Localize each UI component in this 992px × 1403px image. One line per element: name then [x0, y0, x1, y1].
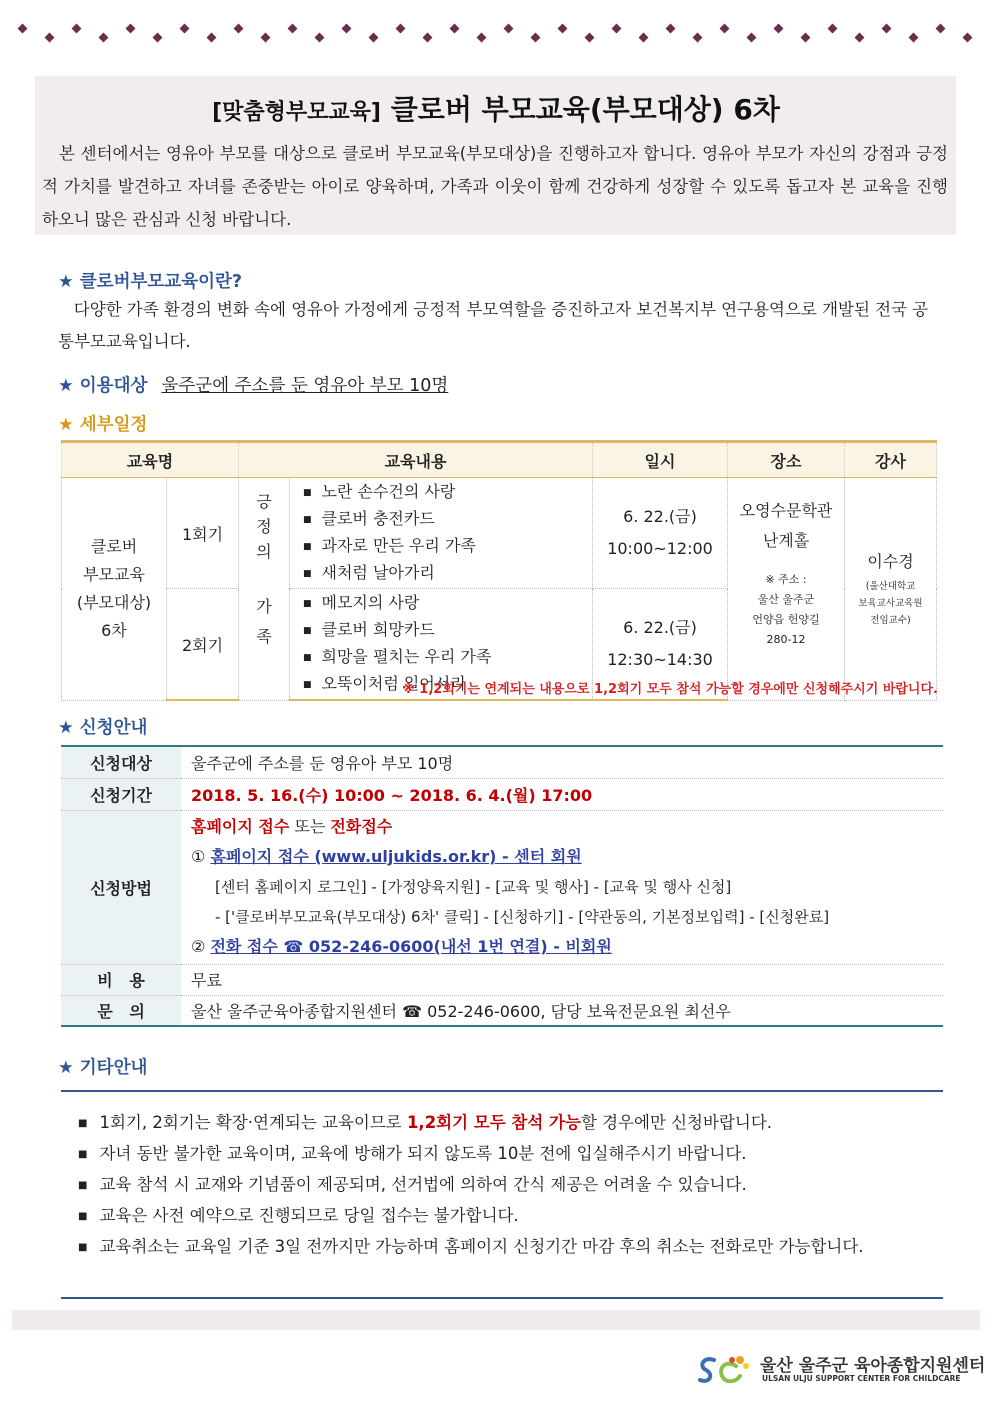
- homepage-link[interactable]: 홈페이지 접수 (www.uljukids.or.kr) - 센터 회원: [210, 847, 582, 866]
- col-place: 장소: [728, 442, 845, 478]
- etc-list: [78, 1108, 938, 1263]
- apply-row-method: [61, 810, 943, 964]
- apply-contact-label: 문 의: [61, 995, 181, 1026]
- list-item: ■ 클로버 충전카드: [303, 506, 591, 533]
- session-2-time: 12:30~14:30: [607, 650, 713, 669]
- instructor-desc: [846, 578, 935, 629]
- center-logo-icon: [696, 1352, 752, 1392]
- list-item: ■ 교육은 사전 예약으로 진행되므로 당일 접수는 불가합니다.: [78, 1201, 938, 1232]
- list-item: ■ 과자로 만든 우리 가족: [303, 533, 591, 560]
- method-option-2: [191, 932, 942, 962]
- address-line: 언양읍 헌양길: [752, 613, 820, 626]
- col-program: 교육명: [62, 442, 239, 478]
- schedule-table: [61, 440, 937, 701]
- list-item: ■ 교육 참석 시 교재와 기념품이 제공되며, 선거법에 의하여 간식 제공은 어려울 수 있습니다.: [78, 1170, 938, 1201]
- instructor-desc-line: 전임교수): [870, 614, 911, 626]
- place-cell: [728, 478, 845, 701]
- method-or: 또는: [294, 817, 326, 836]
- option-1-number: ①: [191, 847, 206, 866]
- place-room: 난계홀: [762, 531, 810, 550]
- org-name-en: ULSAN ULJU SUPPORT CENTER FOR CHILDCARE: [762, 1374, 961, 1383]
- apply-row-period: [61, 778, 943, 810]
- decorative-diamond-row: [0, 22, 992, 44]
- apply-period-value: 2018. 5. 16.(수) 10:00 ~ 2018. 6. 4.(월) 17:00: [181, 778, 943, 810]
- theme-top: 긍정의: [256, 491, 272, 561]
- footer-band: [12, 1310, 980, 1330]
- target-heading: ★ 이용대상: [58, 376, 148, 396]
- session-1-datetime: [593, 478, 728, 589]
- list-item: ■ 교육취소는 교육일 기준 3일 전까지만 가능하며 홈페이지 신청기간 마감 후의 취소는 전화로만 가능합니다.: [78, 1232, 938, 1263]
- schedule-note: ※ 1,2회기는 연계되는 내용으로 1,2회기 모두 참석 가능할 경우에만 신청해주시기 바랍니다.: [402, 682, 938, 697]
- session-1-date: 6. 22.(금): [623, 507, 697, 526]
- about-paragraph: [58, 294, 938, 358]
- program-name-line: 클로버: [90, 536, 138, 556]
- session-2-date: 6. 22.(금): [623, 618, 697, 637]
- list-item: ■ 오뚝이처럼 일어서리: [303, 671, 591, 698]
- theme-bottom: 가족: [256, 597, 272, 646]
- target-row: [58, 372, 448, 397]
- apply-row-cost: [61, 964, 943, 995]
- apply-row-target: [61, 746, 943, 778]
- etc-top-divider: [61, 1090, 943, 1092]
- program-name-line: 6차: [101, 620, 127, 640]
- phone-link[interactable]: 전화 접수 ☎ 052-246-0600(내선 1번 연결) - 비회원: [210, 937, 612, 956]
- page-title: [0, 88, 992, 128]
- intro-paragraph: [42, 137, 948, 236]
- apply-method-value: [181, 810, 943, 964]
- schedule-row-1: [62, 478, 937, 589]
- program-name-line: (부모대상): [76, 592, 152, 612]
- apply-contact-value: 울산 울주군육아종합지원센터 ☎ 052-246-0600, 담당 보육전문요원 최선우: [191, 1001, 731, 1021]
- list-item: ■ 메모지의 사랑: [303, 590, 591, 617]
- instructor-desc-line: (울산대학교: [865, 580, 916, 592]
- address-line: ※ 주소 :: [765, 573, 807, 586]
- list-item: ■ 희망을 펼치는 우리 가족: [303, 644, 591, 671]
- schedule-heading: ★ 세부일정: [58, 415, 148, 435]
- org-name: 울산 울주군 육아종합지원센터: [760, 1356, 986, 1376]
- method-web-label: 홈페이지 접수: [191, 817, 290, 836]
- etc-item-1-text: 1회기, 2회기는 확장·연계되는 교육이므로: [99, 1113, 407, 1132]
- list-item: ■ 자녀 동반 불가한 교육이며, 교육에 방해가 되지 않도록 10분 전에 입실해주시기 바랍니다.: [78, 1139, 938, 1170]
- apply-table: [61, 745, 943, 1027]
- place-name: 오영수문학관: [739, 501, 833, 520]
- title-main: 클로버 부모교육(부모대상) 6차: [390, 93, 780, 126]
- round-2: 2회기: [167, 589, 239, 701]
- etc-heading: ★ 기타안내: [58, 1058, 148, 1078]
- list-item: ■ 노란 손수건의 사랑: [303, 479, 591, 506]
- session-1-time: 10:00~12:00: [607, 539, 713, 558]
- program-name-cell: [62, 478, 167, 701]
- method-path-1: [센터 홈페이지 로그인] - [가정양육지원] - [교육 및 행사] - [교육 및 행사 신청]: [215, 878, 732, 896]
- instructor-cell: [845, 478, 937, 701]
- option-2-number: ②: [191, 937, 206, 956]
- apply-target-value: 울주군에 주소를 둔 영유아 부모 10명: [181, 746, 943, 778]
- session-1-items: [290, 478, 593, 589]
- schedule-header-row: [62, 442, 937, 478]
- etc-item-1-text: 할 경우에만 신청바랍니다.: [580, 1113, 773, 1132]
- round-1: 1회기: [167, 478, 239, 589]
- title-prefix: [맞춤형부모교육]: [212, 100, 381, 125]
- method-path-2: - ['클로버부모교육(부모대상) 6차' 클릭] - [신청하기] - [약관동의, 기본정보입력] - [신청완료]: [215, 908, 830, 926]
- apply-period-label: 신청기간: [61, 778, 181, 810]
- list-item: ■ 클로버 희망카드: [303, 617, 591, 644]
- instructor-name: 이수경: [867, 551, 914, 571]
- instructor-desc-line: 보육교사교육원: [858, 597, 923, 609]
- apply-heading: ★ 신청안내: [58, 718, 148, 738]
- col-content: 교육내용: [239, 442, 593, 478]
- apply-cost-value: 무료: [181, 964, 943, 995]
- apply-target-label: 신청대상: [61, 746, 181, 778]
- target-value: 울주군에 주소를 둔 영유아 부모 10명: [161, 376, 449, 396]
- method-option-1: [191, 842, 942, 872]
- list-item: [78, 1108, 938, 1139]
- theme-cell: [239, 478, 290, 701]
- apply-method-label: 신청방법: [61, 810, 181, 964]
- about-heading: ★ 클로버부모교육이란?: [58, 272, 243, 292]
- col-instructor: 강사: [845, 442, 937, 478]
- address-line: 280-12: [766, 633, 806, 646]
- place-address: [729, 570, 843, 650]
- intro-text: 본 센터에서는 영유아 부모를 대상으로 클로버 부모교육(부모대상)을 진행하고자 합니다. 영유아 부모가 자신의 강점과 긍정적 가치를 발견하고 자녀를 존중받는 아이로 양육하며, 가족과 이웃이 함께 건강하게 성장할 수 있도록 돕고자 본 교육을 진행하오니 많은 관심과 신청 바랍니다.: [42, 144, 948, 229]
- list-item: ■ 새처럼 날아가리: [303, 560, 591, 587]
- apply-cost-label: 비 용: [61, 964, 181, 995]
- apply-row-contact: [61, 995, 943, 1026]
- col-datetime: 일시: [593, 442, 728, 478]
- etc-item-1-emphasis: 1,2회기 모두 참석 가능: [406, 1113, 581, 1132]
- etc-bottom-divider: [61, 1297, 943, 1299]
- program-name-line: 부모교육: [83, 564, 145, 584]
- about-text: 다양한 가족 환경의 변화 속에 영유아 가정에게 긍정적 부모역할을 증진하고자 보건복지부 연구용역으로 개발된 전국 공통부모교육입니다.: [58, 300, 929, 351]
- method-summary: [191, 812, 942, 842]
- method-phone-label: 전화접수: [330, 817, 393, 836]
- address-line: 울산 울주군: [757, 593, 815, 606]
